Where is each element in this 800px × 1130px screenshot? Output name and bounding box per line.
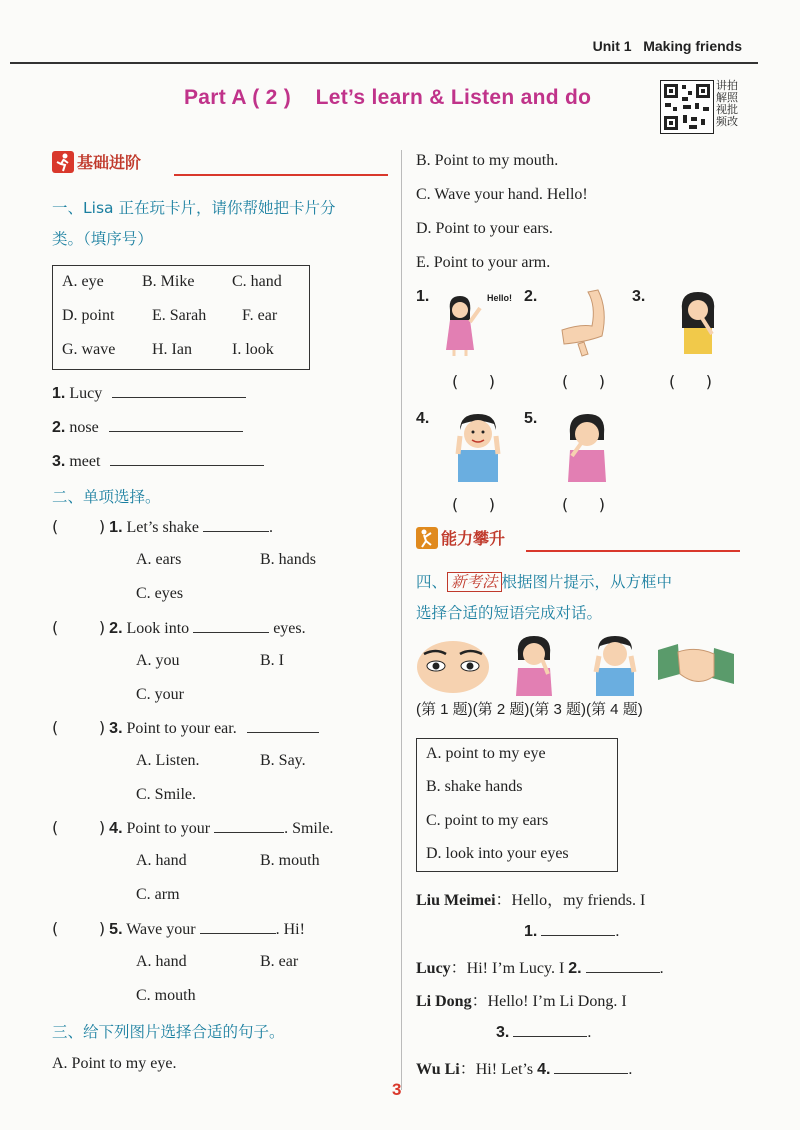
dialogue-line: Li Dong：Hello! I’m Li Dong. I bbox=[416, 993, 627, 1010]
card-row: D. point E. Sarah F. ear bbox=[62, 307, 278, 324]
answer-paren[interactable]: ( ) bbox=[52, 517, 106, 536]
handshake-illustration bbox=[658, 640, 734, 694]
running-header bbox=[593, 38, 742, 54]
climbing-icon bbox=[416, 527, 438, 549]
mc-options: A. ears B. hands bbox=[136, 551, 316, 568]
boy-ears-illustration bbox=[590, 634, 640, 696]
mc-option-c: C. Smile. bbox=[136, 786, 197, 803]
section-heading-basic bbox=[52, 150, 388, 178]
mc-option-c: C. your bbox=[136, 686, 184, 703]
dialogue-line: Liu Meimei：Hello，my friends. I bbox=[416, 892, 646, 909]
mc-question: ( ) 4. Point to your . Smile. bbox=[52, 818, 334, 837]
answer-paren[interactable]: ( ) bbox=[669, 372, 712, 391]
girl-mouth-illustration bbox=[562, 410, 612, 482]
page-number: 3 bbox=[392, 1080, 402, 1099]
unit-number: Unit 1 bbox=[592, 38, 632, 54]
mc-question: ( ) 3. Point to your ear. bbox=[52, 718, 319, 738]
mc-option-c: C. eyes bbox=[136, 585, 184, 602]
arm-illustration bbox=[556, 286, 618, 360]
running-figure-icon bbox=[52, 151, 74, 173]
answer-paren[interactable]: ( ) bbox=[562, 372, 605, 391]
sentence-option: C. Wave your hand. Hello! bbox=[416, 186, 588, 203]
mc-options: A. hand B. ear bbox=[136, 953, 299, 970]
hello-speech: Hello! bbox=[487, 293, 513, 303]
dialogue-line: Lucy：Hi! I’m Lucy. I 2. . bbox=[416, 960, 664, 977]
mc-option-c: C. mouth bbox=[136, 987, 196, 1004]
mc-option-c: C. arm bbox=[136, 886, 180, 903]
sentence-option: A. Point to my eye. bbox=[52, 1055, 177, 1072]
sentence-option: E. Point to your arm. bbox=[416, 254, 551, 271]
phrase-option: B. shake hands bbox=[426, 778, 523, 795]
section-title: 基础进阶 bbox=[77, 153, 142, 172]
mc-question: ( ) 1. Let’s shake . bbox=[52, 517, 273, 536]
answer-blank[interactable] bbox=[112, 383, 246, 398]
heading-underline bbox=[526, 550, 740, 552]
phrase-option: A. point to my eye bbox=[426, 745, 546, 762]
section-heading-advanced bbox=[416, 526, 740, 554]
pic-label: 1. bbox=[416, 288, 430, 305]
qr-code-icon[interactable] bbox=[660, 80, 714, 134]
answer-paren[interactable]: ( ) bbox=[52, 718, 106, 737]
mc-options: A. you B. I bbox=[136, 652, 284, 669]
qr-label: 讲拍 解照 视批 频改 bbox=[716, 79, 738, 128]
girl-pointing-illustration bbox=[668, 288, 728, 358]
column-divider bbox=[401, 150, 402, 1090]
header-rule bbox=[10, 62, 758, 64]
section-title: 能力攀升 bbox=[441, 529, 506, 548]
answer-blank[interactable] bbox=[109, 417, 243, 432]
answer-blank[interactable] bbox=[110, 451, 264, 466]
sentence-option: B. Point to my mouth. bbox=[416, 152, 559, 169]
heading-underline bbox=[174, 174, 388, 176]
q3-prompt: 三、给下列图片选择合适的句子。 bbox=[52, 1023, 285, 1041]
sentence-option: D. Point to your ears. bbox=[416, 220, 553, 237]
mc-options: A. hand B. mouth bbox=[136, 852, 320, 869]
mc-options: A. Listen. B. Say. bbox=[136, 752, 306, 769]
card-row: A. eye B. Mike C. hand bbox=[62, 273, 282, 290]
pic-label: 4. bbox=[416, 410, 430, 427]
boy-ears-illustration bbox=[450, 410, 506, 482]
q1-item: 3. meet bbox=[52, 451, 264, 471]
answer-paren[interactable]: ( ) bbox=[452, 372, 495, 391]
new-question-type-tag: 新考法 bbox=[447, 572, 502, 592]
q1-item: 1. Lucy bbox=[52, 383, 246, 403]
answer-paren[interactable]: ( ) bbox=[52, 818, 106, 837]
pic-label: 2. bbox=[524, 288, 538, 305]
dialogue-blank: 1. . bbox=[524, 923, 620, 940]
answer-paren[interactable]: ( ) bbox=[52, 919, 106, 938]
answer-paren[interactable]: ( ) bbox=[52, 618, 106, 637]
mc-question: ( ) 5. Wave your . Hi! bbox=[52, 919, 305, 938]
q1-item: 2. nose bbox=[52, 417, 243, 437]
pic-label: 5. bbox=[524, 410, 538, 427]
answer-paren[interactable]: ( ) bbox=[562, 495, 605, 514]
unit-title: Making friends bbox=[643, 38, 742, 54]
q1-prompt: 一、Lisa 正在玩卡片，请你帮她把卡片分 类。（填序号） bbox=[52, 199, 336, 248]
dialogue-blank: 3. . bbox=[496, 1024, 592, 1041]
dialogue-line: Wu Li：Hi! Let’s 4. . bbox=[416, 1061, 633, 1078]
girl-eye-illustration bbox=[512, 634, 556, 696]
picture-captions: (第 1 题)(第 2 题)(第 3 题)(第 4 题) bbox=[416, 701, 643, 718]
q4-prompt: 四、 新考法 根据图片提示，从方框中 选择合适的短语完成对话。 bbox=[416, 573, 673, 622]
q2-prompt: 二、单项选择。 bbox=[52, 488, 161, 506]
phrase-option: D. look into your eyes bbox=[426, 845, 569, 862]
mc-question: ( ) 2. Look into eyes. bbox=[52, 618, 306, 637]
phrase-option: C. point to my ears bbox=[426, 812, 549, 829]
page-title: Part A ( 2 ) Let’s learn & Listen and do bbox=[184, 86, 592, 109]
answer-paren[interactable]: ( ) bbox=[452, 495, 495, 514]
eyes-illustration bbox=[416, 640, 490, 694]
card-row: G. wave H. Ian I. look bbox=[62, 341, 274, 358]
pic-label: 3. bbox=[632, 288, 646, 305]
